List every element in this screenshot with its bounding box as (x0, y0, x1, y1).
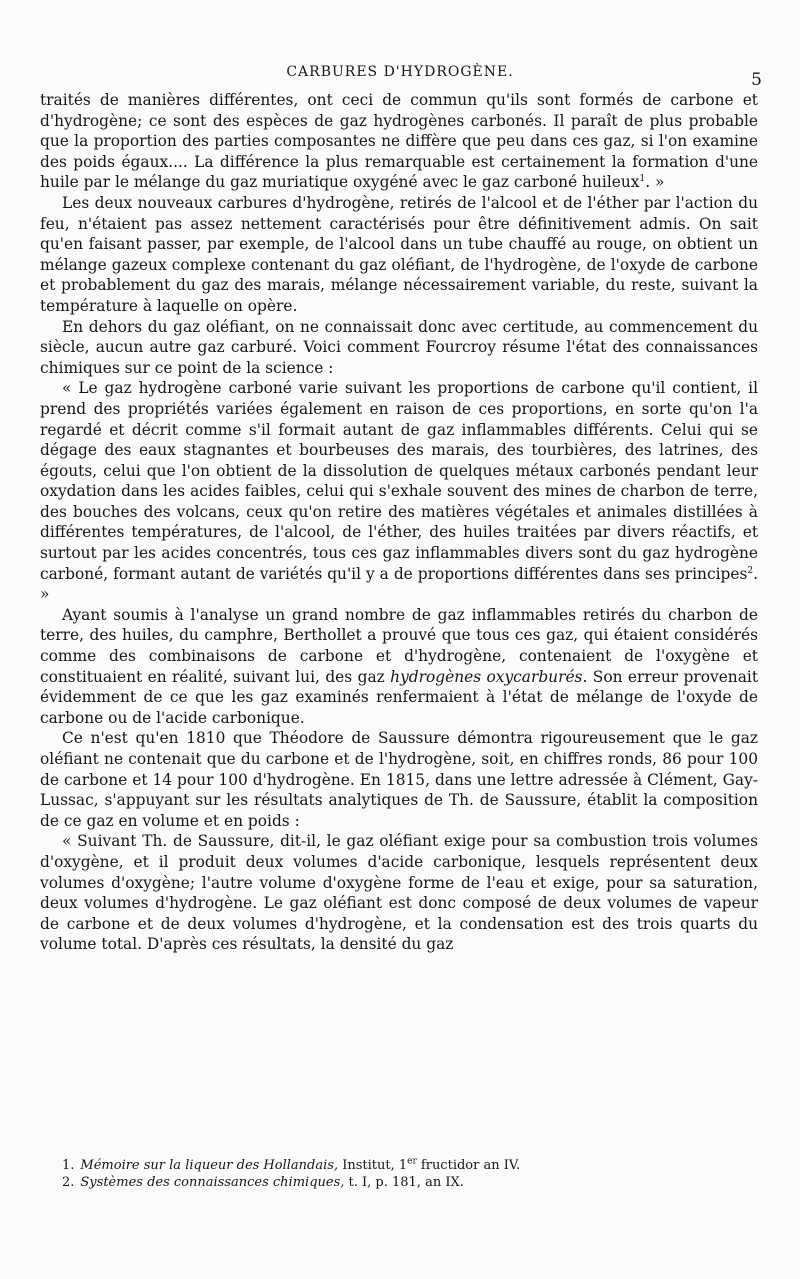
footnote (62, 1157, 762, 1174)
footnote-text: t. I, p. 181, an IX. (344, 1175, 464, 1190)
paragraph-tail: . » (40, 564, 758, 604)
quoted-paragraph (40, 831, 758, 955)
paragraph-text: En dehors du gaz oléfiant, on ne connaissait donc avec certitude, au commencement du siècle, aucun autre gaz carburé. Voici comment Fourcroy résume l'état des connaissances chimiques sur ce point de la science : (40, 317, 758, 377)
paragraph-text: « Le gaz hydrogène carboné varie suivant les proportions de carbone qu'il contient, il prend des propriétés variées également en raison de ces proportions, en sorte qu'on l'a regardé et décrit comme s'il formait autant de gaz inflammables différents. Celui qui se dégage des eaux stagnantes et bourbeuses des marais, des tourbières, des latrines, des égouts, celui que l'on obtient de la dissolution de quelques métaux carbonés pendant leur oxydation dans les acides faibles, celui qui s'exhale souvent des mines de charbon de terre, des bouches des volcans, ceux qu'on retire des matières végétales et animales distillées à différentes températures, de l'alcool, de l'éther, des huiles traitées par divers réactifs, et surtout par les acides concentrés, tous ces gaz inflammables divers sont du gaz hydrogène carboné, formant autant de variétés qu'il y a de proportions différentes dans ses principes (40, 379, 758, 583)
page-number: 5 (751, 70, 762, 90)
paragraph (40, 193, 758, 317)
body-text (40, 90, 758, 955)
italic-term: hydrogènes oxycarburés (390, 667, 583, 686)
paragraph (40, 728, 758, 831)
paragraph-text: Ayant soumis à l'analyse un grand nombre de gaz inflammables retirés du charbon de terre, des huiles, du camphre, Berthollet a prouvé que tous ces gaz, qui étaient considérés comme des combinaisons de carbone et d'hydrogène, contenaient de l'oxygène et constituaient en réalité, suivant lui, des gaz (40, 605, 758, 686)
footnote-title: Mémoire sur la liqueur des Hollandais, (80, 1158, 339, 1173)
running-title: CARBURES D'HYDROGÈNE. (286, 64, 514, 80)
paragraph (40, 317, 758, 379)
paragraph-text: traités de manières différentes, ont ceci de commun qu'ils sont formés de carbone et d'hydrogène; ce sont des espèces de gaz hydrogènes carbonés. Il paraît de plus probable que la proportion des parties composantes ne diffère que peu dans ces gaz, si l'on examine des poids égaux.... La différence la plus remarquable est certainement la formation d'une huile par le mélange du gaz muriatique oxygéné avec le gaz carboné huileux (40, 91, 758, 192)
paragraph-tail: . » (645, 173, 665, 192)
footnotes (62, 1157, 762, 1191)
footnote (62, 1174, 762, 1191)
footnote-ref: 1 (639, 174, 646, 185)
footnote-ref: 2 (747, 565, 754, 576)
footnote-number: 1. (62, 1158, 75, 1173)
paragraph-text: Ce n'est qu'en 1810 que Théodore de Saussure démontra rigoureusement que le gaz oléfiant ne contenait que du carbone et de l'hydrogène, soit, en chiffres ronds, 86 pour 100 de carbone et 14 pour 100 d'hydrogène. En 1815, dans une lettre adressée à Clément, Gay-Lussac, s'appuyant sur les résultats analytiques de Th. de Saussure, établit la composition de ce gaz en volume et en poids : (40, 729, 758, 830)
footnote-superscript: er (407, 1156, 417, 1167)
paragraph-text: « Suivant Th. de Saussure, dit-il, le gaz oléfiant exige pour sa combustion trois volumes d'oxygène, et il produit deux volumes d'acide carbonique, lesquels représentent deux volumes d'oxygène; l'autre volume d'oxygène forme de l'eau et exige, pour sa saturation, deux volumes d'hydrogène. Le gaz oléfiant est donc composé de deux volumes de vapeur de carbone et de deux volumes d'hydrogène, et la condensation est des trois quarts du volume total. D'après ces résultats, la densité du gaz (40, 832, 758, 954)
footnote-title: Systèmes des connaissances chimiques, (80, 1175, 345, 1190)
paragraph-text: Les deux nouveaux carbures d'hydrogène, retirés de l'alcool et de l'éther par l'action du feu, n'étaient pas assez nettement caractérisés pour être définitivement admis. On sait qu'en faisant passer, par exemple, de l'alcool dans un tube chauffé au rouge, on obtient un mélange gazeux complexe contenant du gaz oléfiant, de l'hydrogène, de l'oxyde de carbone et probablement du gaz des marais, mélange nécessairement variable, du reste, suivant la température à laquelle on opère. (40, 193, 758, 315)
quoted-paragraph (40, 378, 758, 605)
footnote-text: fructidor an IV. (416, 1158, 521, 1173)
paragraph (40, 90, 758, 193)
footnote-number: 2. (62, 1175, 75, 1190)
paragraph (40, 605, 758, 729)
running-head (40, 62, 762, 90)
footnote-text: Institut, 1 (338, 1158, 408, 1173)
paragraph-tail: . Son erreur provenait évidemment de ce que les gaz examinés renfermaient à l'état de mélange de l'oxyde de carbone ou de l'acide carbonique. (40, 667, 759, 727)
